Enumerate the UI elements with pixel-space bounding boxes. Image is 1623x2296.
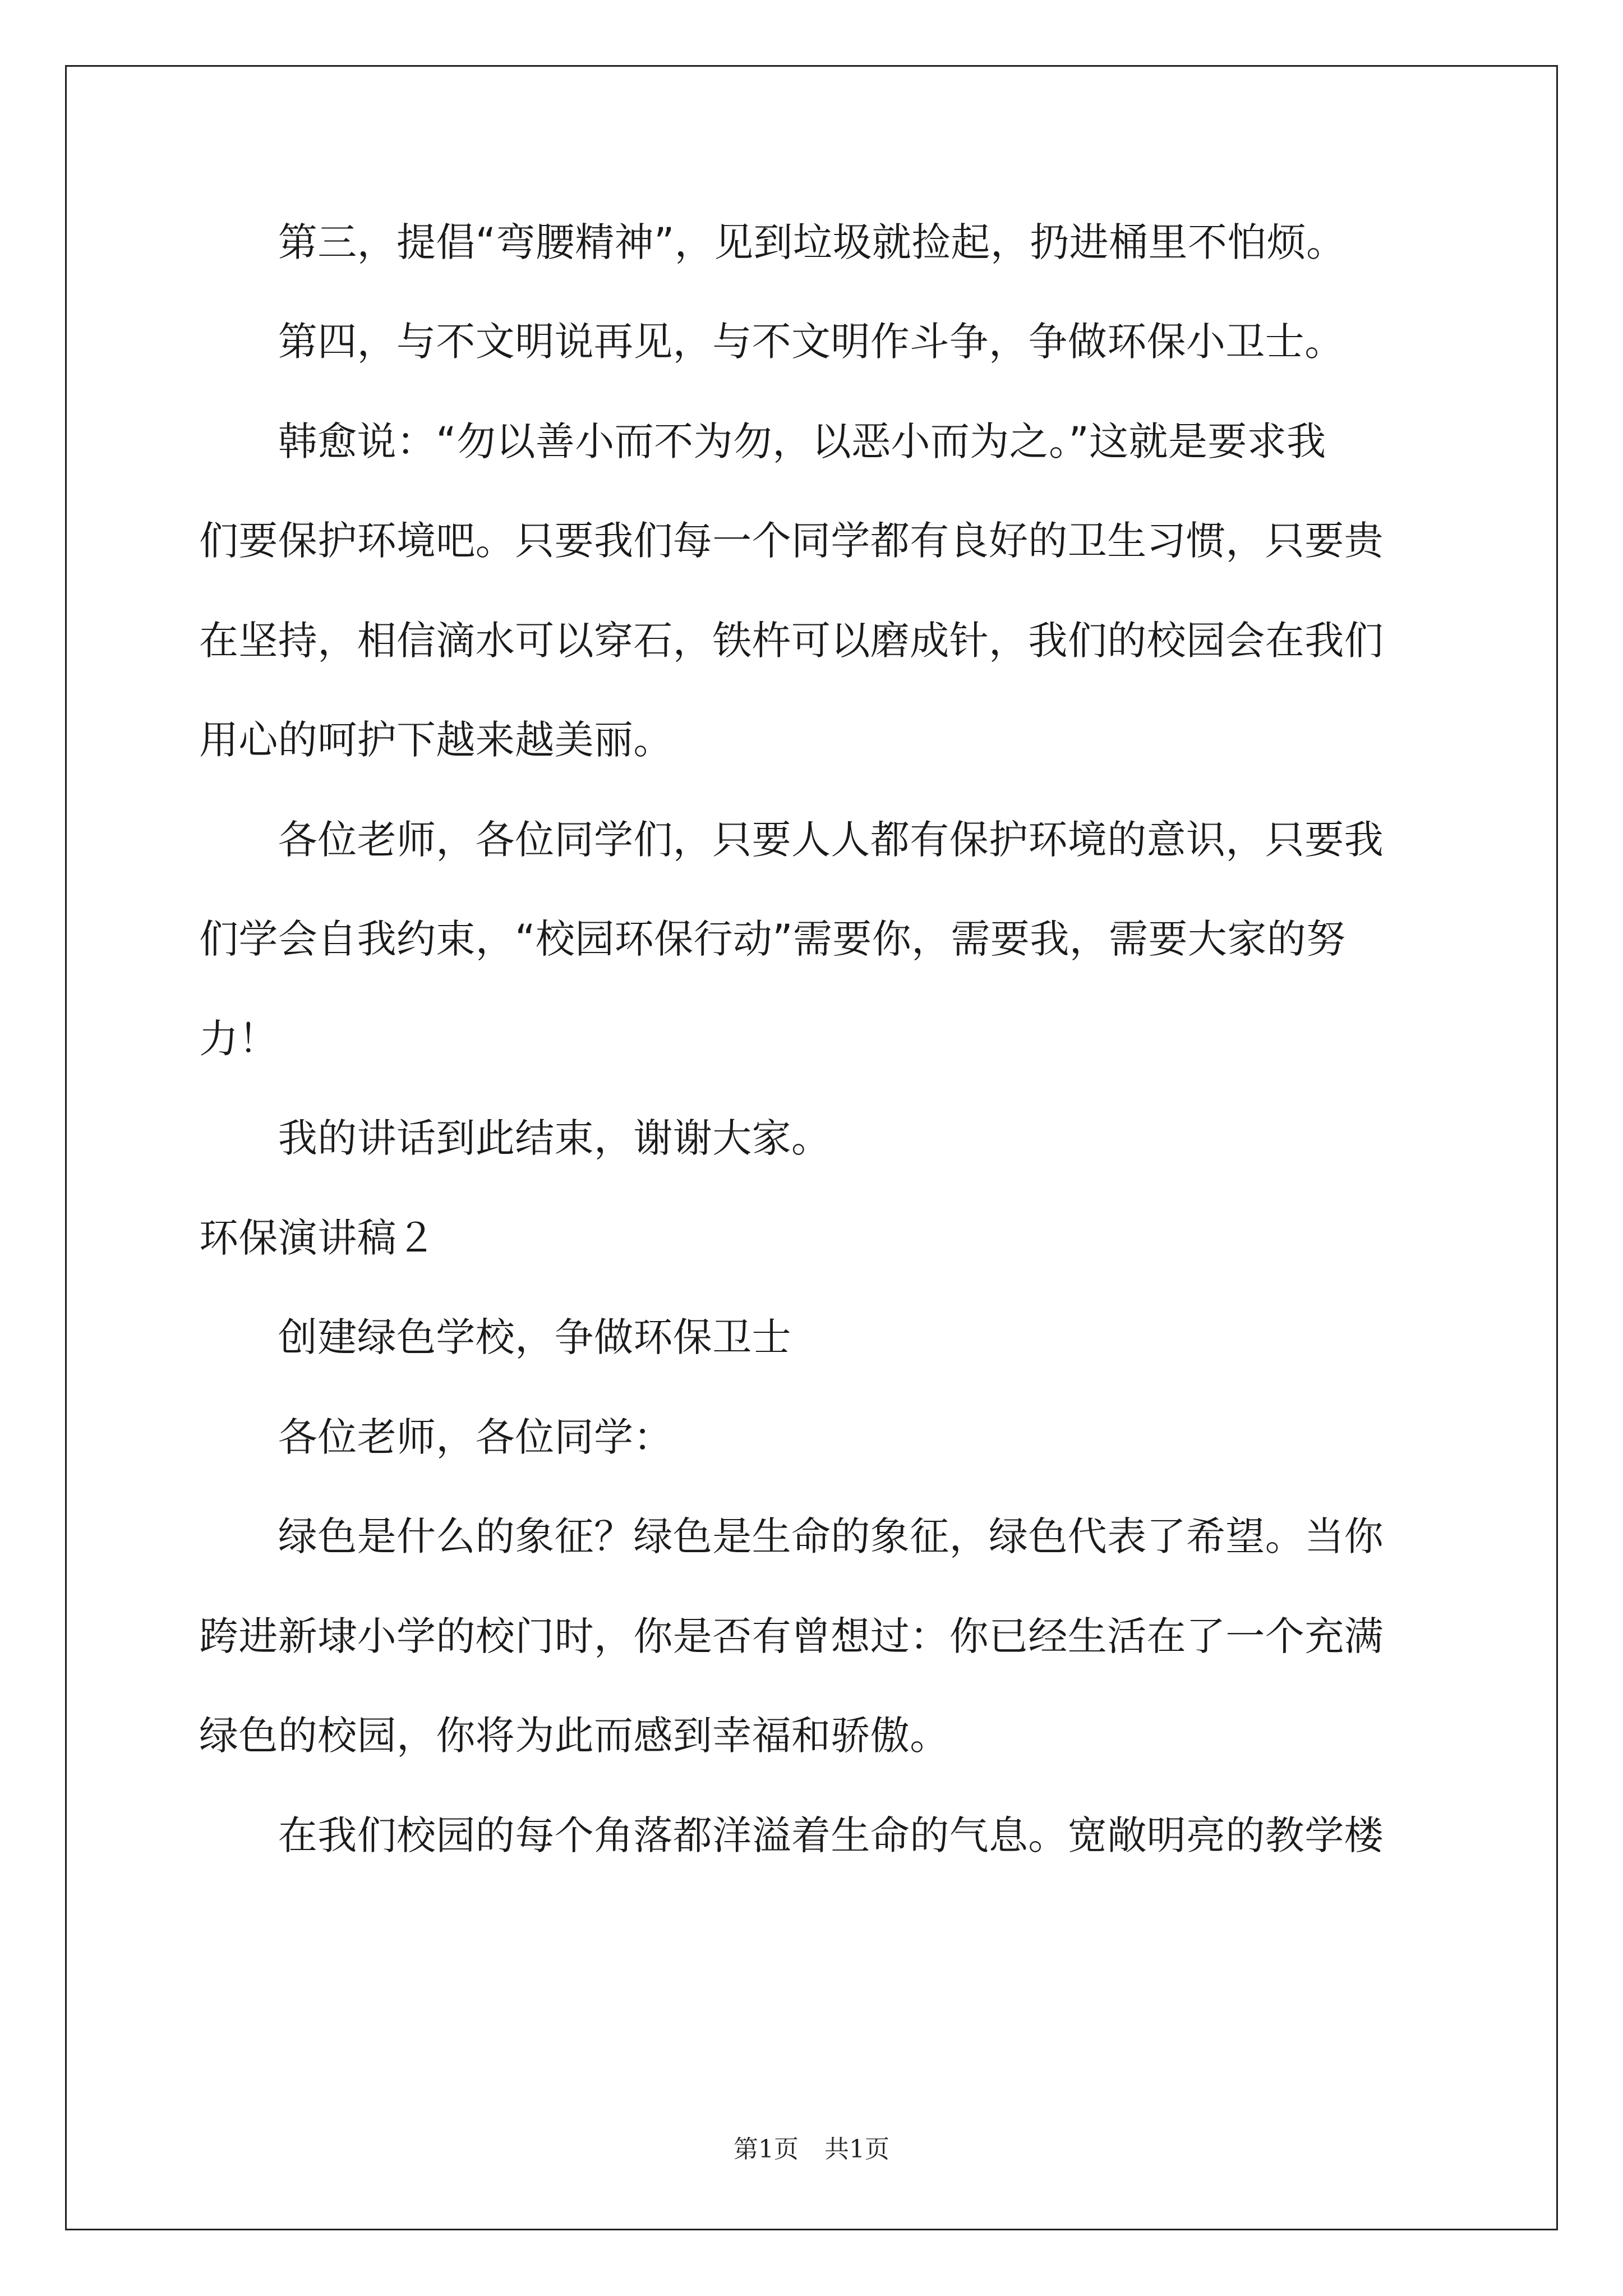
- text-line: 第四，与不文明说再见，与不文明作斗争，争做环保小卫士。: [199, 319, 1344, 365]
- speech-title: 创建绿色学校，争做环保卫士: [199, 1314, 791, 1360]
- section-heading: 环保演讲稿２: [199, 1215, 436, 1261]
- text-line: 用心的呵护下越来越美丽。: [199, 717, 673, 763]
- text-line: 跨进新埭小学的校门时，你是否有曾想过：你已经生活在了一个充满: [199, 1613, 1384, 1659]
- text-line: 韩愈说：“勿以善小而不为勿，以恶小而为之。”这就是要求我: [199, 418, 1326, 464]
- text-line: 们要保护环境吧。只要我们每一个同学都有良好的卫生习惯，只要贵: [199, 518, 1384, 564]
- text-line: 第三，提倡“弯腰精神”，见到垃圾就捡起，扔进桶里不怕烦。: [199, 219, 1346, 265]
- text-line: 绿色的校园，你将为此而感到幸福和骄傲。: [199, 1713, 949, 1759]
- page-footer: [0, 2134, 1623, 2165]
- text-line: 各位老师，各位同学们，只要人人都有保护环境的意识，只要我: [199, 817, 1384, 863]
- text-line: 我的讲话到此结束，谢谢大家。: [199, 1115, 831, 1161]
- salutation: 各位老师，各位同学：: [199, 1414, 673, 1460]
- page-total: 共1页: [824, 2135, 889, 2164]
- text-line: 力！: [199, 1016, 278, 1062]
- text-line: 在我们校园的每个角落都洋溢着生命的气息。宽敞明亮的教学楼: [199, 1812, 1384, 1858]
- page-number: 第1页: [734, 2135, 799, 2164]
- text-line: 在坚持，相信滴水可以穿石，铁杵可以磨成针，我们的校园会在我们: [199, 618, 1384, 664]
- text-line: 绿色是什么的象征？绿色是生命的象征，绿色代表了希望。当你: [199, 1513, 1384, 1559]
- text-line: 们学会自我约束，“校园环保行动”需要你，需要我，需要大家的努: [199, 916, 1346, 962]
